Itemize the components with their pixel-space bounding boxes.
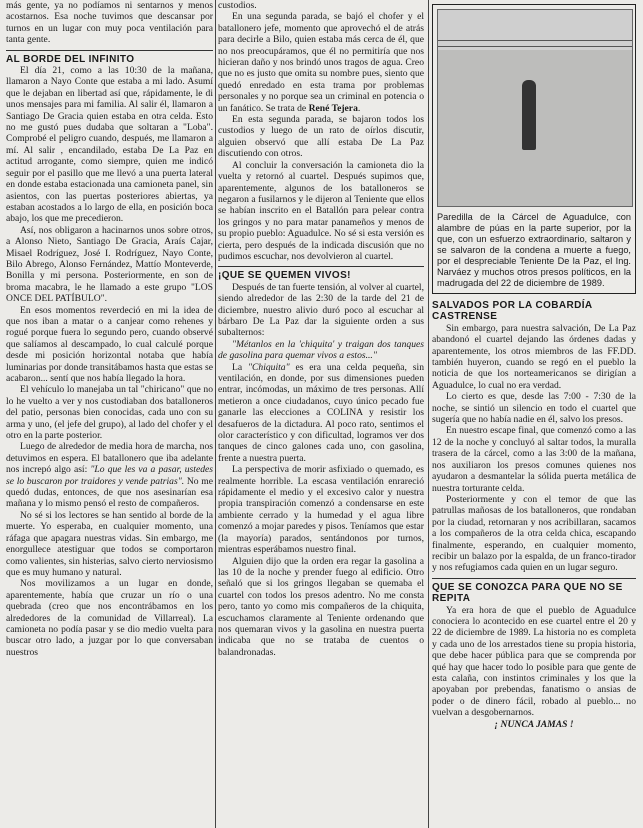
paragraph [218, 362, 424, 465]
paragraph: Nos movilizamos a un lugar en donde, aparentemente, había que cruzar un río o una quebrada (creo que nos encontrábamos en los alrededores de la comunidad de Villarreal). La camioneta no podía pasar y se dio medio vuelta para buscar otro lado, a juzgar por lo que conversaban nuestros [6, 578, 213, 658]
text: No me quedó dudas, entonces, de que nos asesinarían esa mañana y lo mismo pensó el resto de compañeros. [6, 475, 213, 510]
barbed-wire [438, 46, 632, 47]
photo-box [432, 4, 636, 294]
paragraph: No sé si los lectores se han sentido al borde de la muerte. Yo esperaba, en cualquier momento, una ráfaga que apagara nuestras vidas. Sin embargo, me enorgullece atestiguar que todos se comportaron como valientes, sin histerias, salvo cierto nerviosismo que es muy humano y natural. [6, 509, 213, 578]
quote: "Chiquita" [247, 361, 290, 373]
section-heading-salvados: SALVADOS POR LA COBARDÍA CASTRENSE [432, 300, 593, 323]
divider [218, 266, 424, 267]
section-heading-que-se-conozca: QUE SE CONOZCA PARA QUE NO SE REPITA [432, 581, 623, 605]
paragraph: Alguien dijo que la orden era regar la gasolina a las 10 de la noche y prender fuego al edificio. Otro señaló que si los gringos llegaban se quemaba el cuartel con todos los presos adentro. No me consta pero, tanto yo como mis compañeros de la chiquita, escuchamos claramente al Teniente ordenando que nos quemaran vivos y la gasolina en nuestra puerta indicaba que no se trataba de cuentos o balandronadas. [218, 555, 424, 658]
paragraph: El día 21, como a las 10:30 de la mañana, llamaron a Nayo Conte que estaba a mi lado. Asumí que le dejaban en libertad así que, rápidamente, le di unos mensajes para mi familia. Al salir él, llamaron a Santiago De Gracia quien estaba en otra celda. Esto no me gustó pues dudaba que soltaran a "Loba". Comprobé el peligro cuando, después, me llamaron a mí. Al salir , encandilado, estaba De La Paz en actitud arrogante, como siempre, quien me indicó seguir por el pasillo que me llevó a una puerta lateral en donde estaba estacionada una camioneta panel, sin asientos, con las puertas posteriores abiertas, ya estaban acostados a lo largo de ella, en posición boca abajo, los que me precedieron. [6, 65, 213, 225]
prison-wall-photo [437, 9, 633, 207]
paragraph: En nuestro escape final, que comenzó como a las 12 de la noche y concluyó al saltar todos, la muralla trasera de la cárcel, como a las 3:00 de la mañana, nos auxiliaron los presos comunes quienes nos ayudaron a desmantelar la sólida puerta metálica de nuestra torturante celda. [432, 425, 636, 494]
text: . [357, 102, 361, 114]
paragraph: Así, nos obligaron a hacinarnos unos sobre otros, a Alonso Nieto, Santiago De Gracia, Araís Cajar, Misael Rodríguez, José I. Rodríguez, Nayo Conte, Bilo Abrego, Alonso Fernández, Mattío Monteverde, Bonilla y mi persona. Posteriormente, en son de broma macabra, le he llamado a este grupo "LOS ONCE DEL PATÍBULO". [6, 224, 213, 305]
closing-line: ¡ NUNCA JAMAS ! [494, 718, 574, 730]
barbed-wire [438, 40, 632, 41]
paragraph: Sin embargo, para nuestra salvación, De La Paz abandonó el cuartel dejando las órdenes dadas y aparentemente, los otros miembros de las FF.DD. también huyeron, cuando se regó en el pueblo la noticia de que los norteamericanos se dirigían a Aguadulce, lo cual no era verdad. [432, 322, 636, 391]
column-3 [432, 0, 636, 828]
paragraph: El vehículo lo manejaba un tal "chiricano" que no lo he vuelto a ver y nos custodiaban dos batalloneros del patio, personas bien conocidas, cada uno con su arma y uno, (el jefe del grupo), al lado del chofer y el otro en la parte posterior. [6, 384, 213, 442]
quote: "Métanlos en la 'chiquita' y traigan dos tanques de gasolina para quemar vivos a estos..." [218, 338, 424, 362]
quote: "Lo que les va a pasar, ustedes se lo buscaron por traidores y vende patrias". [6, 464, 213, 487]
divider [6, 50, 213, 51]
text: La [232, 361, 248, 373]
paragraph [6, 441, 213, 509]
section-heading-que-se-quemen: ¡QUE SE QUEMEN VIVOS! [218, 270, 351, 282]
paragraph: En esos momentos reverdeció en mi la idea de que nos iban a matar o a canjear como rehenes y rogué porque fuera lo segundo pero, cuando observé que salíamos al descampado, lo cual calculé porque desde mi posición horizontal notaba que había luminarias por donde transitábamos hasta que estas se acabaron... sentí que nos había llegado la hora. [6, 304, 213, 384]
paragraph: La perspectiva de morir asfixiado o quemado, es realmente horrible. La escasa ventilación enrareció rápidamente el medio y el excesivo calor y nuestra propia transpiración comenzó a condensarse en este ambiente cerrado y la humedad y el agua libre comenzó a mojar paredes y pisos. Teníamos que estar (la mayoría) parados, sentándonos por turnos, mientras esperábamos nuestro final. [218, 464, 424, 556]
paragraph: Al concluir la conversación la camioneta dio la vuelta y retornó al cuartel. Después supimos que, aparentemente, algunos de los batalloneros se negaron a fusilarnos y le dijeron al Teniente que ellos se habían inscrito en el Batallón para pelear contra los gringos y no para matar panameños y menos de su propio pueblo: Aguadulce. No sé si esta versión es cierta, pero después de la indicada discusión que no pudimos escuchar, nos devolvieron al cuartel. [218, 159, 424, 262]
column-rule [428, 0, 429, 828]
text: es era una celda pequeña, sin ventilación, en donde, por sus dimensiones pueden entrar, incómodas, un máximo de tres personas. Allí metieron a once ciudadanos, cuyo único pecado fue ganarle las elecciones a COLINA y resistir los desafueros de la dictadura. Al poco rato, sentimos el olor característico y con dificultad, logramos ver dos tanques de cinco galones cada uno, con gasolina, frente a nuestra puerta. [218, 361, 424, 464]
person-figure [522, 80, 536, 150]
paragraph: Posteriormente y con el temor de que las patrullas mañosas de los batalloneros, que rondaban por la ciudad, retornaran y nos acribillaran, sacamos a los compañeros de la otra celda chica, escapando finalmente, esperando, en cualquier momento, recibir un balazo por la espalda, de un franco-tirador y nos refugiamos cada quien en un lugar seguro. [432, 493, 636, 574]
text: Luego de alrededor de media hora de marcha, nos detuvimos en espera. El batallonero que iba adelante nos increpó algo así: [6, 441, 213, 476]
column-1 [6, 0, 213, 828]
paragraph: En esta segunda parada, se bajaron todos los custodios y luego de un rato de oírlos discutir, alguien observó que allí estaba De La Paz discutiendo con otros. [218, 114, 424, 160]
photo-caption: Paredilla de la Cárcel de Aguadulce, con alambre de púas en la parte superior, por la que, con un esfuerzo extraordinario, saltaron y se salvaron de la condena a muerte a fuego, por el despreciable Teniente De la Paz, el Ing. Narváez y muchos otros presos políticos, en la madrugada del 22 de diciembre de 1989. [437, 212, 631, 288]
divider [432, 578, 636, 579]
column-2 [218, 0, 424, 828]
paragraph: custodios. [218, 0, 257, 11]
column-rule [215, 0, 216, 828]
paragraph: Después de tan fuerte tensión, al volver al cuartel, siendo alrededor de las 2:30 de la tarde del 21 de diciembre, nuestro alivio duró poco al escuchar al bárbaro De La Paz dar la siguiente orden a sus subalternos: [218, 281, 424, 339]
paragraph: Ya era hora de que el pueblo de Aguadulce conociera lo acontecido en ese cuartel entre el 20 y 22 de diciembre de 1989. La historia no es completa y cada uno de los arrestados tiene su propia historia, que debe hacer pública para que se comprenda por qué hay que hacer todo lo posible para que gente de esta calaña, con instintos criminales y los que la apoyaban por prebendas, fanatismo o ansias de poder o de dinero fácil, robado al pueblo... no vuelvan a desgobernarnos. [432, 604, 636, 719]
paragraph [218, 11, 424, 114]
paragraph: Lo cierto es que, desde las 7:00 - 7:30 de la noche, se sintió un silencio en todo el cuartel que sugería que no había nadie en él, salvo los presos. [432, 391, 636, 426]
section-heading-al-borde: AL BORDE DEL INFINITO [6, 53, 135, 65]
person-name: René Tejera [308, 102, 358, 114]
text: En una segunda parada, se bajó el chofer y el batallonero jefe, momento que aprovechó el de atrás para decirle a Bilo, quien estaba más cerca de él, que no nos preocupáramos, que él no permitiría que nos hicieran daño y nos brindó unos tragos de agua. Creo que no es justo que omita su nombre pues, siento que quedó enredado en esta trama por problemas personales y no porque sea un criminal en potencia o un fanático. Se trata de [218, 11, 424, 114]
paragraph: más gente, ya no podíamos ni sentarnos y menos acostarnos. Esa noche tuvimos que descansar por turnos en un lugar con muy poca ventilación para tanta gente. [6, 0, 213, 46]
